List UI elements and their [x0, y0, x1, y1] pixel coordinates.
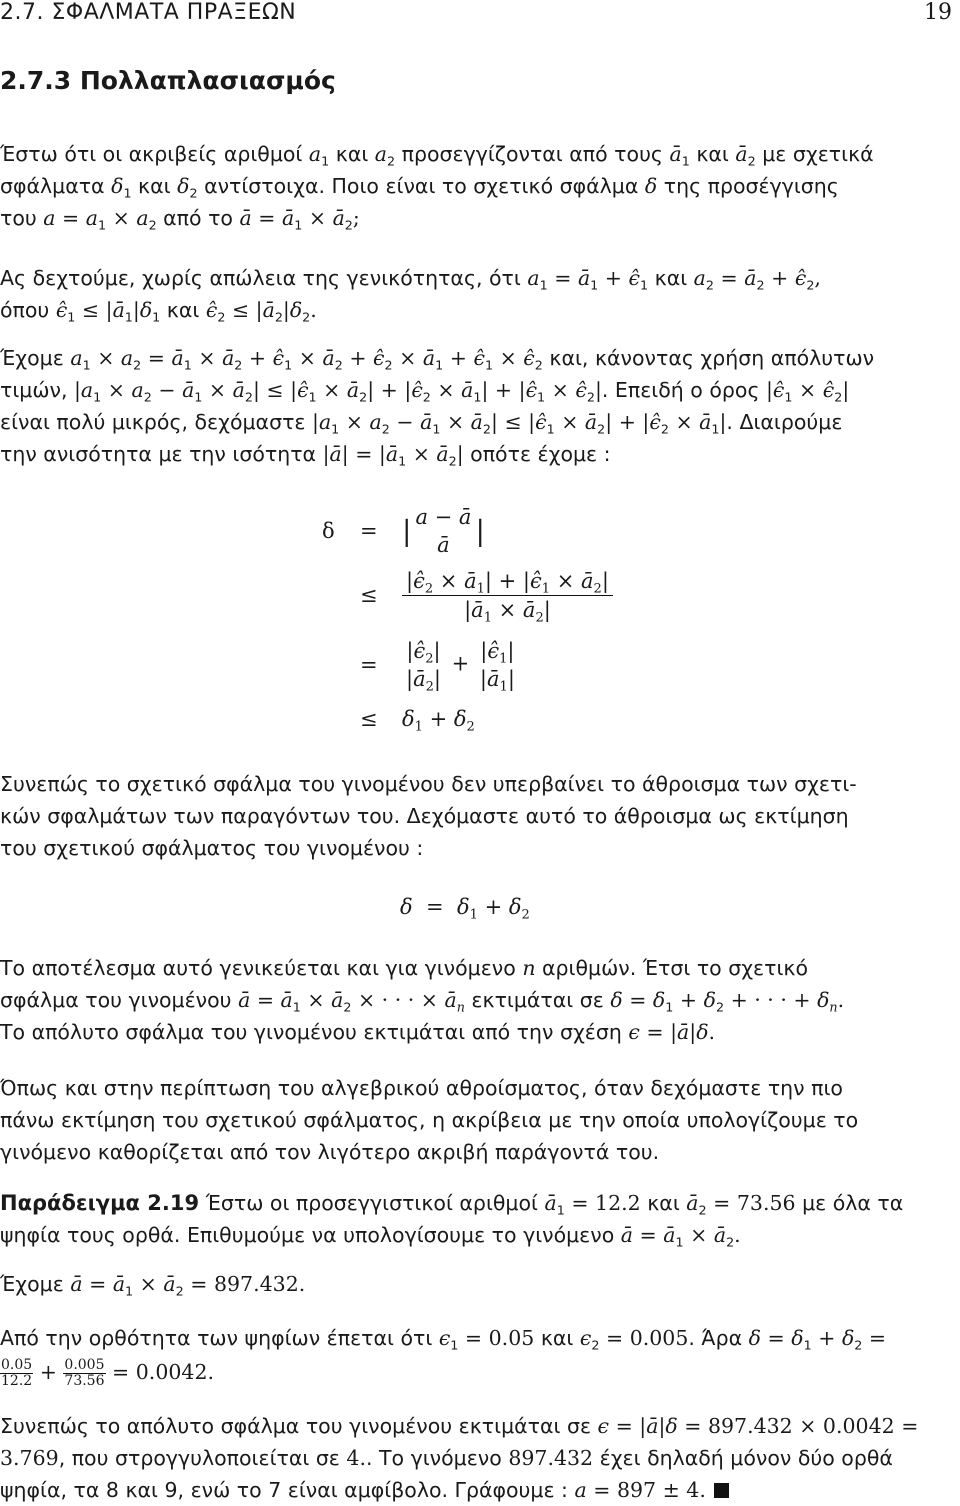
- paragraph-derivation: Έχομε $a_1 \times a_2$ = $ā_1$ × $ā_2$ + $\epsilon̂_1$ × $ā_2$ + $\epsilon̂_2$ × $ā_1$ + $\epsilon̂_1$ × $\epsilon̂_2$ και, κάνοντας χρήση απόλυτων τιμών, $|a_1 \times a_2$ − $ā_1$ × $ā_2|$ ≤ $|\epsilon̂_1$ × $ā_2|$ + $|\epsilon̂_2$ × $ā_1|$ + $|\epsilon̂_1$ × $\epsilon̂_2|$. Επειδή ο όρος $|\epsilon̂_1$ × $\epsilon̂_2|$ είναι πολύ μικρός, δεχόμαστε $|a_1 \times a_2$ − $ā_1$ × $ā_2|$ ≤ $|\epsilon̂_1$ × $ā_2|$ + $|\epsilon̂_2$ × $ā_1|$. Διαιρούμε την ανισότητα με την ισότητα |ā| = $|ā_1$ × $ā_2|$ οπότε έχομε :: [0, 346, 875, 469]
- section-reference: 2.7. ΣΦΑΛΜΑΤΑ ΠΡΑΞΕΩΝ: [0, 0, 297, 25]
- example-relative-error: Από την ορθότητα των ψηφίων έπεται ότι $\epsilon_1 = 0.05$ και $\epsilon_2 = 0.005$. Άρα $\delta = \delta_1 + \delta_2$ = $\frac{0.05}{12.2}$ + $\frac{0.005}{73.56}$ = 0.0042.: [0, 1326, 887, 1389]
- example-product: Έχομε ā = $ā_1$ × $ā_2 = 897.432$.: [0, 1272, 306, 1299]
- running-header: [0, 0, 960, 30]
- example-absolute-error: Συνεπώς το απόλυτο σφάλμα του γινομένου εκτιμάται σε ϵ = |ā|δ = 897.432 × 0.0042 = 3.769, που στρογγυλοποιείται σε 4.. Το γινόμενο 897.432 έχει δηλαδή μόνον δύο ορθά ψηφία, τα 8 και 9, ενώ το 7 είναι αμφίβολο. Γράφουμε : a = 897 ± 4.: [0, 1414, 919, 1502]
- paragraph-intro: Έστω ότι οι ακριβείς αριθμοί $a_1$ και $a_2$ προσεγγίζονται από τους $ā_1$ και $ā_2$ με σχετικά σφάλματα $\delta_1$ και $\delta_2$ αντίστοιχα. Ποιο είναι το σχετικό σφάλμα δ της προσέγγισης του $a = a_1 \times a_2$ από το ā = $ā_1$ × $ā_2$;: [0, 142, 874, 233]
- section-title: 2.7.3 Πολλαπλασιασμός: [0, 66, 336, 95]
- example-label: Παράδειγμα 2.19: [0, 1191, 200, 1215]
- paragraph-generalization: Το αποτέλεσμα αυτό γενικεύεται και για γινόμενο n αριθμών. Έτσι το σχετικό σφάλμα του γινομένου ā = $ā_1$ × $ā_2$ × · · · × $ā_n$ εκτιμάται σε $\delta = \delta_1 + \delta_2$ + · · · + $\delta_n$. Το απόλυτο σφάλμα του γινομένου εκτιμάται από την σχέση ϵ = |ā|δ.: [0, 956, 845, 1044]
- qed-square-icon: [714, 1483, 729, 1498]
- example-block: Παράδειγμα 2.19 Έστω οι προσεγγιστικοί αριθμοί $ā_1 = 12.2$ και $ā_2 = 73.56$ με όλα τα ψηφία τους ορθά. Επιθυμούμε να υπολογίσουμε το γινόμενο ā = $ā_1$ × $ā_2$.: [0, 1191, 904, 1250]
- paragraph-conclusion: Συνεπώς το σχετικό σφάλμα του γινομένου δεν υπερβαίνει το άθροισμα των σχετι- κών σφαλμάτων των παραγόντων του. Δεχόμαστε αυτό το άθροισμα ως εκτίμηση του σχετικού σφάλματος του γινομένου :: [0, 772, 857, 860]
- paragraph-assumption: Ας δεχτούμε, χωρίς απώλεια της γενικότητας, ότι $a_1$ = $ā_1$ + $\epsilon̂_1$ και $a_2$ = $ā_2$ + $\epsilon̂_2$, όπου $\epsilon̂_1$ ≤ $|ā_1|\delta_1$ και $\epsilon̂_2$ ≤ $|ā_2|\delta_2$.: [0, 266, 821, 325]
- display-equation-block: δ = | a − ā ā | ≤ $\frac{|\epsilon̂_2 \times ā_1| + |\epsilon̂_1 \times ā_2|}{|ā_1 \times ā_2|}$ = $|\epsilon̂_2|$ $|ā_2|$ + $|\epsilon̂_1|$ $|ā_1|$ ≤ $\delta_1 + \delta_2$: [322, 495, 822, 745]
- display-equation-estimate: $\delta = \delta_1 + \delta_2$: [400, 895, 530, 923]
- page-number: 19: [924, 0, 952, 25]
- paragraph-accuracy: Όπως και στην περίπτωση του αλγεβρικού αθροίσματος, όταν δεχόμαστε την πιο πάνω εκτίμηση του σχετικού σφάλματος, η ακρίβεια με την οποία υπολογίζουμε το γινόμενο καθορίζεται από τον λιγότερο ακριβή παράγοντά του.: [0, 1076, 859, 1164]
